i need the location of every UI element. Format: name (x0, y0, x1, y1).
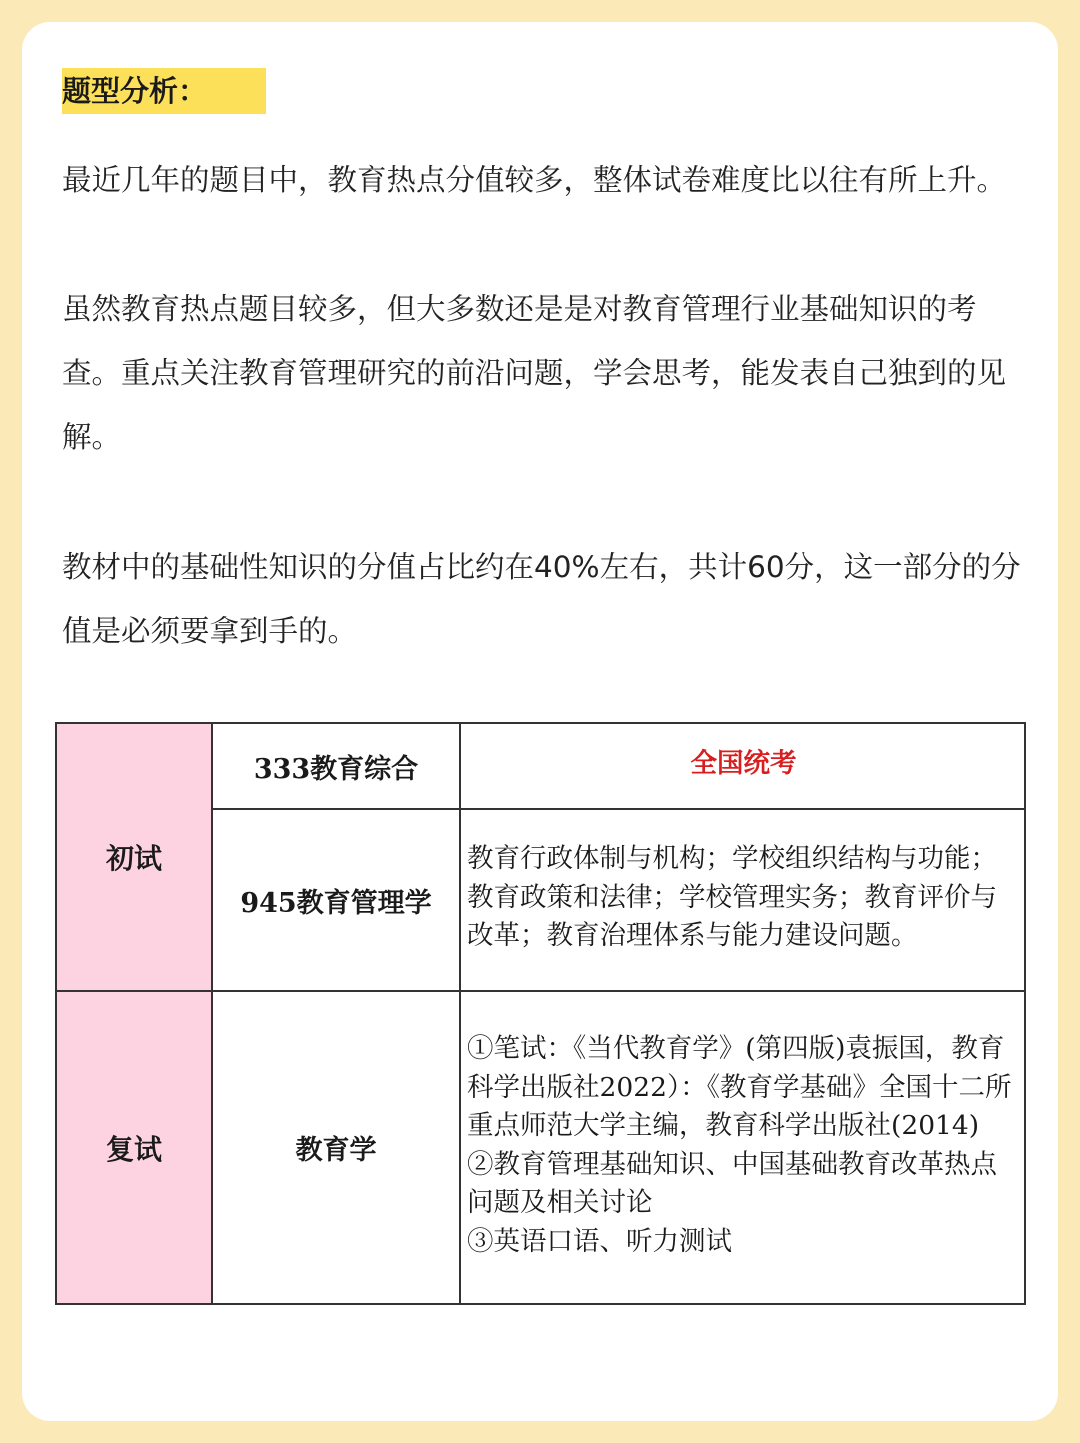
stage-initial: 初试 (56, 723, 212, 991)
retest-written-exam: ①笔试：《当代教育学》(第四版)袁振国，教育科学出版社2022）：《教育学基础》全国十二所重点师范大学主编，教育科学出版社(2014) (467, 1033, 1012, 1141)
national-exam-label: 全国统考 (460, 723, 1025, 809)
subject-945: 945教育管理学 (212, 809, 460, 991)
content-945: 教育行政体制与机构；学校组织结构与功能；教育政策和法律；学校管理实务；教育评价与改革；教育治理体系与能力建设问题。 (460, 809, 1025, 991)
retest-knowledge: ②教育管理基础知识、中国基础教育改革热点问题及相关讨论 (467, 1148, 997, 1218)
subject-education: 教育学 (212, 991, 460, 1304)
content-retest (460, 991, 1025, 1304)
stage-retest: 复试 (56, 991, 212, 1304)
section-heading: 题型分析： (62, 68, 266, 114)
exam-table (55, 722, 1026, 1305)
table-row (56, 723, 1025, 809)
retest-oral-listening: ③英语口语、听力测试 (467, 1225, 732, 1257)
subject-333: 333教育综合 (212, 723, 460, 809)
table-row (56, 991, 1025, 1304)
paragraph-basic-knowledge: 教材中的基础性知识的分值占比约在40%左右，共计60分，这一部分的分值是必须要拿到手的。 (62, 550, 1021, 648)
content-card (22, 22, 1058, 1421)
paragraph-focus: 虽然教育热点题目较多，但大多数还是是对教育管理行业基础知识的考查。重点关注教育管理研究的前沿问题，学会思考，能发表自己独到的见解。 (62, 292, 1007, 454)
paragraph-difficulty: 最近几年的题目中，教育热点分值较多，整体试卷难度比以往有所上升。 (62, 163, 1007, 197)
